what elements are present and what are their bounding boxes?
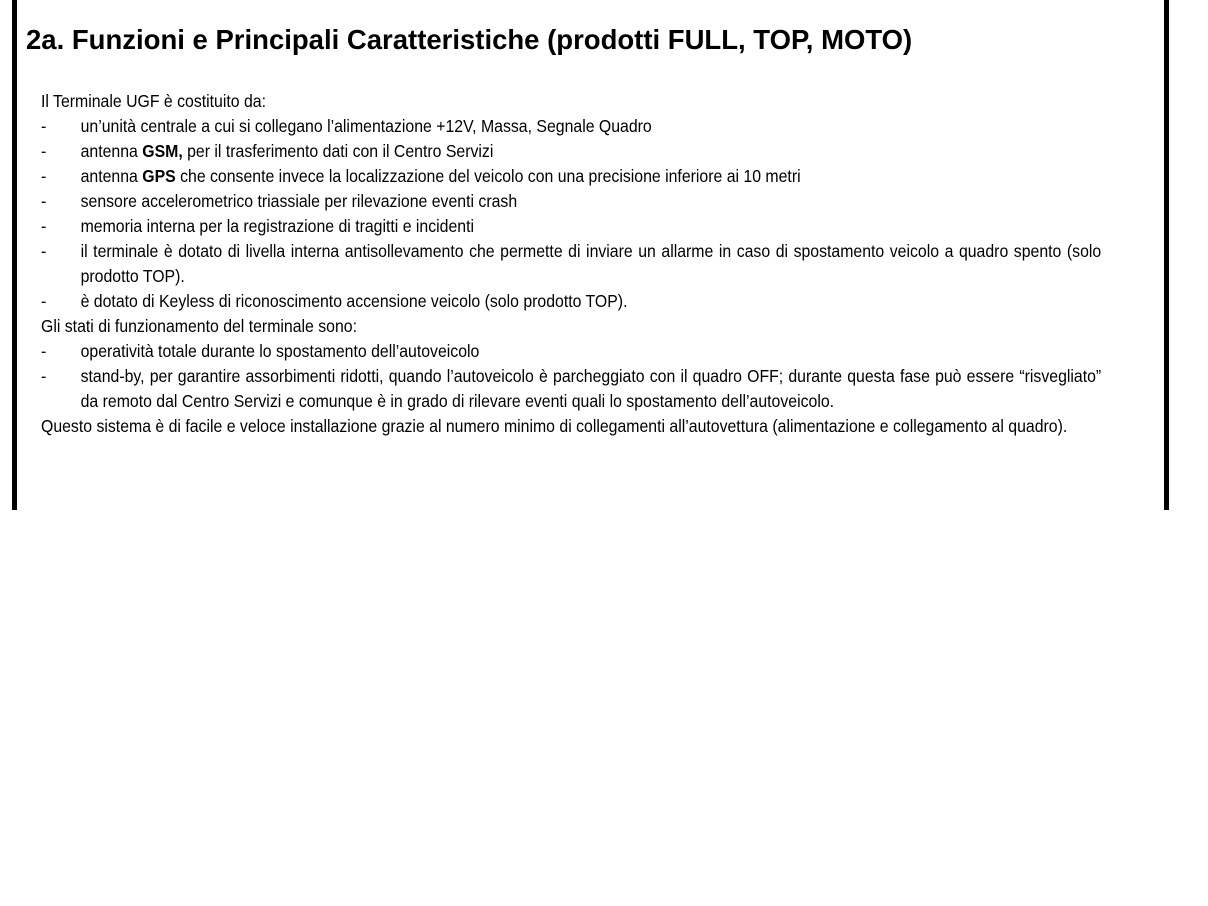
list-item-text: memoria interna per la registrazione di tragitti e incidenti — [80, 216, 475, 236]
list-dash: - — [41, 116, 47, 136]
list-item-full-operation — [41, 339, 1101, 364]
list-item-text: operatività totale durante lo spostamento dell’autoveicolo — [80, 341, 480, 361]
list-item-text: antenna — [80, 141, 143, 161]
list-item-accelerometer — [41, 189, 1101, 214]
list-item-text: è dotato di Keyless di riconoscimento accensione veicolo (solo prodotto TOP). — [80, 291, 628, 311]
list-dash: - — [41, 241, 47, 261]
list-item-bold-term: GSM, — [142, 141, 183, 161]
list-dash: - — [41, 366, 47, 386]
list-item-stand-by — [41, 364, 1101, 414]
states-intro: Gli stati di funzionamento del terminale sono: — [41, 316, 357, 336]
list-item-text: il terminale è dotato di livella interna antisollevamento che permette di inviare un allarme in caso di spostamento veicolo a quadro spento (solo prodotto TOP). — [80, 241, 1102, 286]
list-item-text: stand-by, per garantire assorbimenti ridotti, quando l’autoveicolo è parcheggiato con il quadro OFF; durante questa fase può essere “risvegliato” da remoto dal Centro Servizi e comunque è in grado di rilevare eventi quali lo spostamento dell’autoveicolo. — [80, 366, 1102, 411]
list-dash: - — [41, 191, 47, 211]
list-dash: - — [41, 166, 47, 186]
list-item-keyless — [41, 289, 1101, 314]
section-heading: 2a. Funzioni e Principali Caratteristiche (prodotti FULL, TOP, MOTO) — [26, 24, 913, 55]
section-body — [41, 89, 1102, 439]
list-dash: - — [41, 141, 47, 161]
list-item-gps-antenna — [41, 164, 1101, 189]
list-item-text: che consente invece la localizzazione del veicolo con una precisione inferiore ai 10 metri — [175, 166, 801, 186]
list-item-text: antenna — [80, 166, 143, 186]
list-item-text: per il trasferimento dati con il Centro Servizi — [182, 141, 494, 161]
list-item-anti-lift-level — [41, 239, 1101, 289]
list-item-internal-memory — [41, 214, 1101, 239]
list-item-gsm-antenna — [41, 139, 1101, 164]
list-item-central-unit — [41, 114, 1101, 139]
closing-paragraph: Questo sistema è di facile e veloce installazione grazie al numero minimo di collegamenti all’autovettura (alimentazione e collegamento al quadro). — [41, 416, 1068, 436]
list-item-bold-term: GPS — [142, 166, 176, 186]
list-dash: - — [41, 291, 47, 311]
list-item-text: un’unità centrale a cui si collegano l’alimentazione +12V, Massa, Segnale Quadro — [80, 116, 652, 136]
list-dash: - — [41, 341, 47, 361]
list-item-text: sensore accelerometrico triassiale per rilevazione eventi crash — [80, 191, 518, 211]
components-intro: Il Terminale UGF è costituito da: — [41, 91, 266, 111]
list-dash: - — [41, 216, 47, 236]
